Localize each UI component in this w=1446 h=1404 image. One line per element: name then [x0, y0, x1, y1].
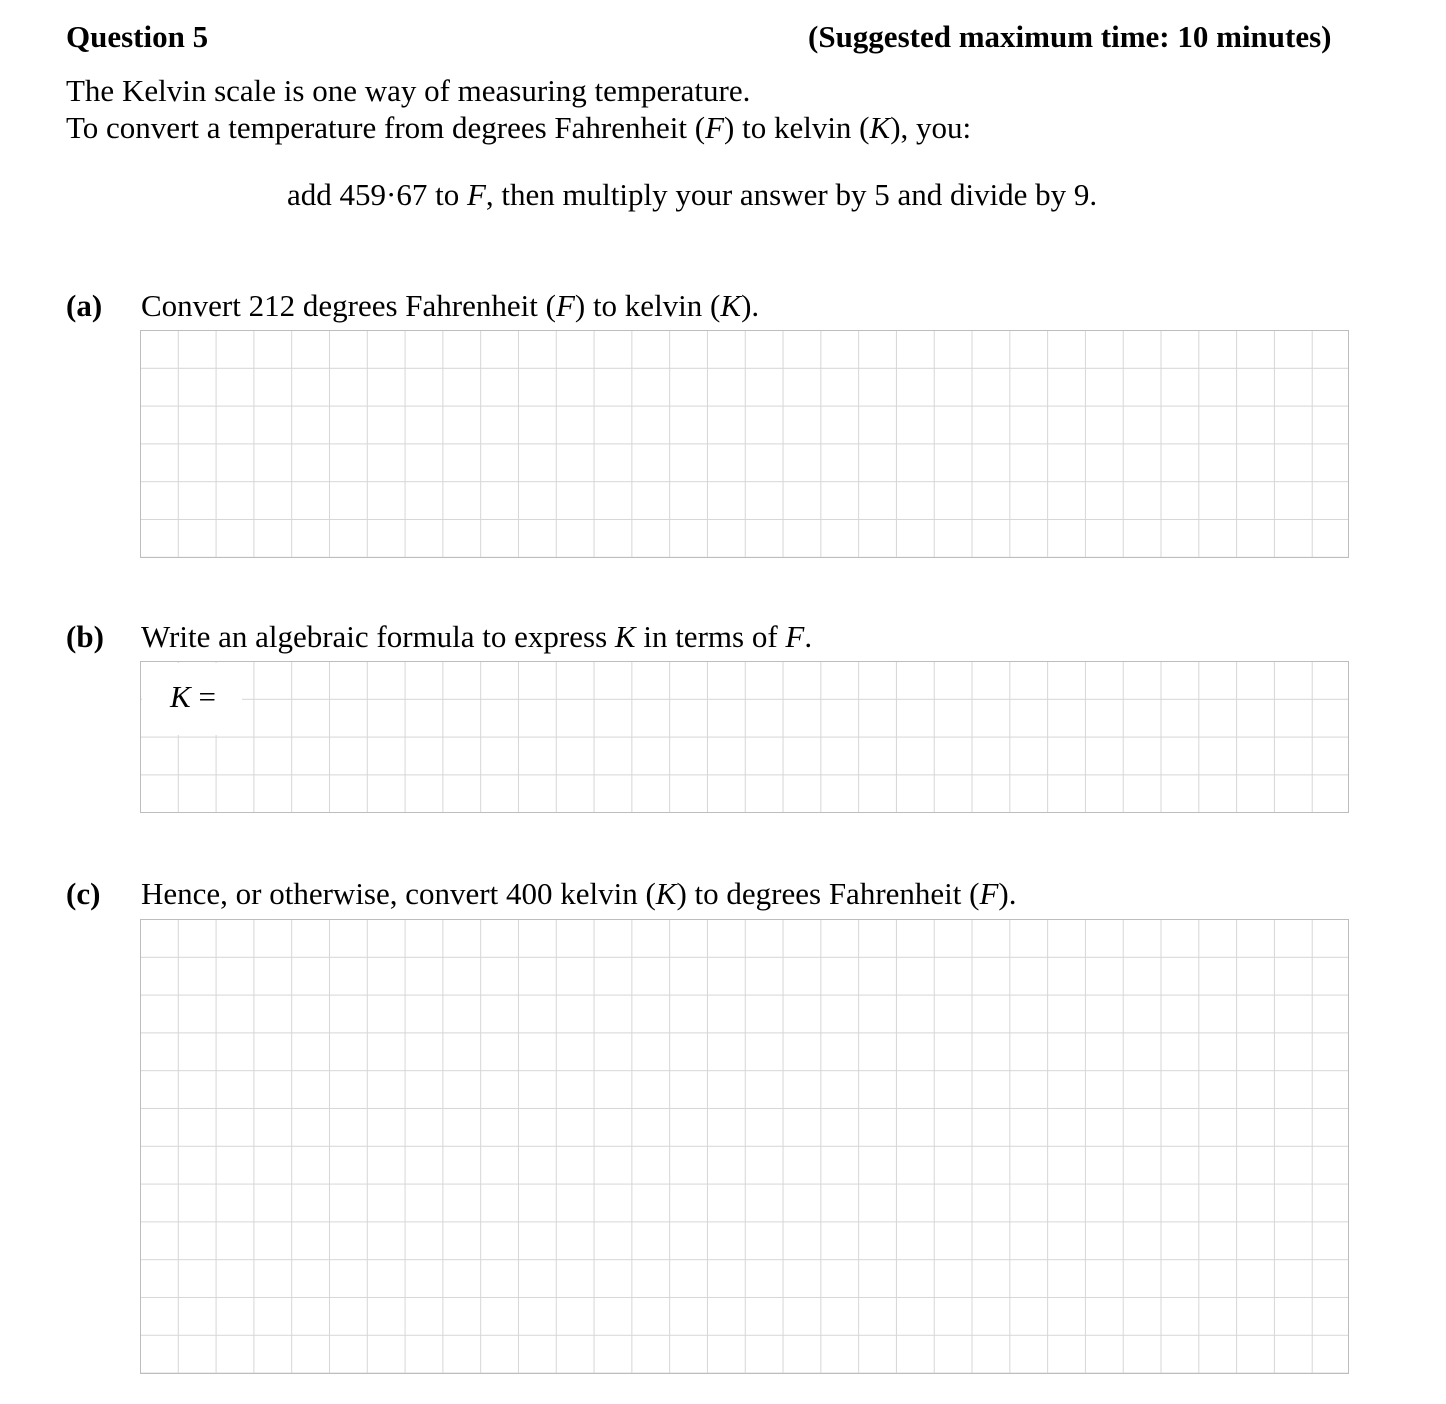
intro-line-1: The Kelvin scale is one way of measuring temperature.	[66, 73, 751, 108]
k-equals-label: K =	[170, 679, 216, 714]
conversion-rule: add 459·67 to F, then multiply your answer by 5 and divide by 9.	[287, 177, 1098, 212]
part-c-question: Hence, or otherwise, convert 400 kelvin (K) to degrees Fahrenheit (F).	[141, 876, 1017, 911]
part-b-label: (b)	[66, 619, 104, 654]
intro-line-2: To convert a temperature from degrees Fahrenheit (F) to kelvin (K), you:	[66, 110, 972, 145]
part-c-label: (c)	[66, 876, 101, 911]
part-a-question: Convert 212 degrees Fahrenheit (F) to kelvin (K).	[141, 288, 760, 323]
part-b-question: Write an algebraic formula to express K in terms of F.	[141, 619, 813, 654]
question-title: Question 5	[66, 19, 209, 54]
part-a-label: (a)	[66, 288, 103, 323]
suggested-time-note: (Suggested maximum time: 10 minutes)	[808, 19, 1332, 54]
part-b-answer-grid[interactable]	[140, 661, 1349, 813]
part-c-answer-grid[interactable]	[140, 919, 1349, 1374]
part-a-answer-grid[interactable]	[140, 330, 1349, 558]
